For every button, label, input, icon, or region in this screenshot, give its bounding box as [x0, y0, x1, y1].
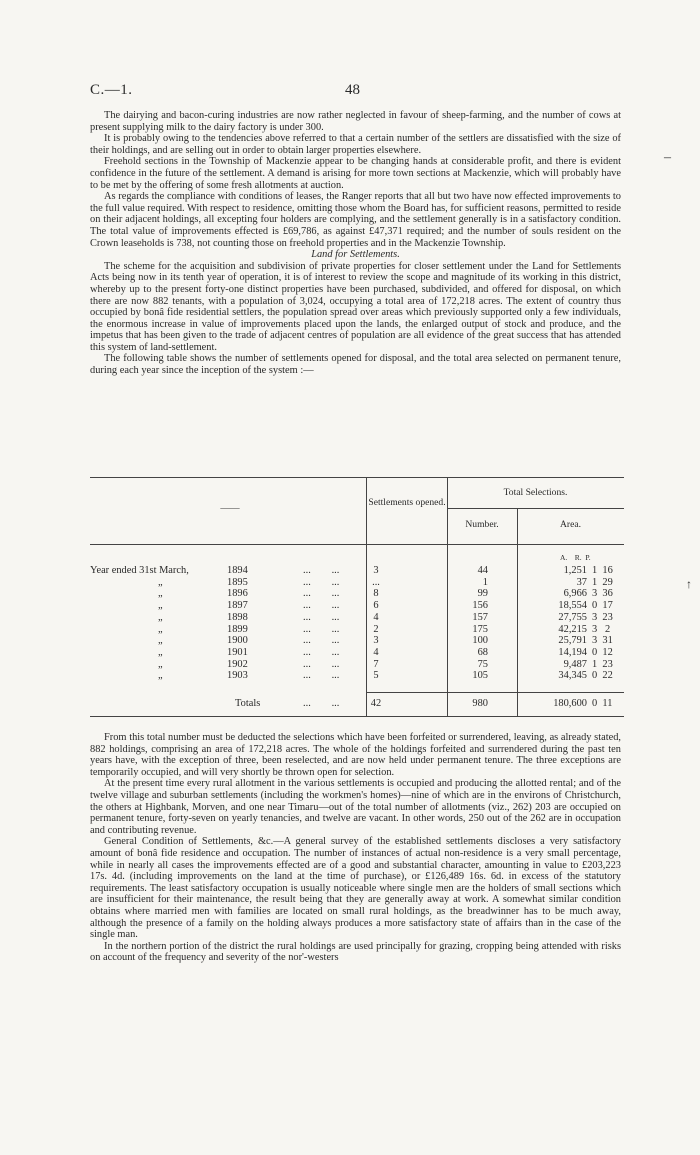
- row-acres: 37: [576, 576, 587, 588]
- totals-label: Totals: [235, 698, 261, 709]
- report-code: C.—1.: [90, 82, 133, 98]
- table-subheader-rule: [447, 508, 624, 509]
- row-rp: 0 22: [592, 670, 613, 682]
- table-row: [90, 577, 624, 589]
- ditto-mark: „: [158, 635, 163, 647]
- row-year: 1898: [227, 611, 248, 623]
- row-year: 1895: [227, 576, 248, 588]
- row-acres: 25,791: [558, 635, 587, 647]
- table-row: [90, 635, 624, 647]
- row-opened: 4: [373, 611, 379, 623]
- row-leaders: ... ...: [303, 600, 340, 612]
- row-year: 1903: [227, 670, 248, 682]
- row-leaders: ... ...: [303, 635, 340, 647]
- row-number: 68: [477, 646, 488, 658]
- row-opened: 3: [373, 635, 379, 647]
- totals-leaders: ... ...: [303, 698, 340, 709]
- page-number: 48: [345, 82, 360, 98]
- totals-acres: 180,600: [553, 698, 587, 709]
- table-header-area: Area.: [559, 519, 582, 530]
- ditto-mark: „: [158, 623, 163, 635]
- paragraph: Freehold sections in the Township of Mackenzie appear to be changing hands at considerable profit, and there is evident confidence in the future of the settlement. A demand is arising for more town sections at Mackenzie, which will probably have to be met by the offering of some fresh allotments at auction.: [90, 156, 621, 191]
- table-row: [90, 647, 624, 659]
- row-opened: 5: [373, 670, 379, 682]
- table-row: [90, 670, 624, 682]
- totals-number: 980: [472, 698, 488, 709]
- row-leaders: ... ...: [303, 611, 340, 623]
- row-number: 100: [472, 635, 488, 647]
- paragraph: In the northern portion of the district the rural holdings are used principally for grazing, cropping being attended with risks on account of the frequency and severity of the nor'-westers: [90, 940, 621, 964]
- table-row: [90, 659, 624, 671]
- table-bottom-rule: [90, 716, 624, 717]
- paragraph: It is probably owing to the tendencies above referred to that a certain number of the settlers are dissatisfied with the size of their holdings, and are selling out in order to obtain larger properties elsewhere.: [90, 133, 621, 156]
- ditto-mark: „: [158, 600, 163, 612]
- paragraph: At the present time every rural allotment in the various settlements is occupied and producing the allotted rental; and of the twelve village and suburban settlements (including the workmen's homes)—nine of which are in the environs of Christchurch, the others at Highbank, Morven, and one near Timaru—out of the total number of allotments (viz., 262) 203 are occupied on permanent tenure, forty-seven on yearly tenancies, and twelve are vacant. In other words, 250 out of the 262 are in occupation and contributing revenue.: [90, 778, 621, 836]
- row-opened: 6: [373, 600, 379, 612]
- row-rp: 3 31: [592, 635, 613, 647]
- table-top-rule: [90, 477, 624, 478]
- row-rp: 0 12: [592, 646, 613, 658]
- ditto-mark: „: [158, 670, 163, 682]
- row-rp: 3 2: [592, 623, 611, 635]
- row-leaders: ... ...: [303, 623, 340, 635]
- row-year: 1901: [227, 646, 248, 658]
- row-rp: 1 16: [592, 565, 613, 576]
- table-row: [90, 588, 624, 600]
- totals-opened: 42: [370, 698, 382, 709]
- margin-mark: –: [664, 150, 671, 165]
- row-opened: ...: [372, 576, 380, 588]
- table-header-opened: Settlements opened.: [368, 497, 446, 508]
- row-rp: 1 23: [592, 658, 613, 670]
- row-year: 1896: [227, 588, 248, 600]
- ditto-mark: „: [158, 658, 163, 670]
- row-opened: 7: [373, 658, 379, 670]
- row-leaders: ... ...: [303, 670, 340, 682]
- ditto-mark: „: [158, 576, 163, 588]
- row-rp: 1 29: [592, 576, 613, 588]
- ditto-mark: „: [158, 646, 163, 658]
- row-acres: 27,755: [558, 611, 587, 623]
- row-acres: 9,487: [563, 658, 587, 670]
- row-number: 99: [477, 588, 488, 600]
- section-heading: Land for Settlements.: [311, 249, 400, 261]
- row-rp: 3 23: [592, 611, 613, 623]
- row-number: 157: [472, 611, 488, 623]
- table-totals-rule: [366, 692, 624, 693]
- row-acres: 42,215: [558, 623, 587, 635]
- row-number: 156: [472, 600, 488, 612]
- row-acres: 6,966: [563, 588, 587, 600]
- table-header-rule: [90, 544, 624, 545]
- table-row: [90, 600, 624, 612]
- row-leaders: ... ...: [303, 565, 340, 576]
- text-block-top: [90, 110, 621, 377]
- row-opened: 2: [373, 623, 379, 635]
- table-row: [90, 565, 624, 577]
- row-acres: 18,554: [558, 600, 587, 612]
- row-leaders: ... ...: [303, 588, 340, 600]
- ditto-mark: „: [158, 588, 163, 600]
- row-opened: 8: [373, 588, 379, 600]
- row-rp: 0 17: [592, 600, 613, 612]
- row-year: 1899: [227, 623, 248, 635]
- row-number: 1: [482, 576, 488, 588]
- paragraph: From this total number must be deducted the selections which have been forfeited or surrendered, leaving, as already stated, 882 holdings, comprising an area of 172,218 acres. The whole of the holdings forfeited and surrendered during the past ten years have, with the exception of three, been reselected, and are now held under permanent tenure. The three exceptions are temporarily occupied, and will very shortly be thrown open for selection.: [90, 732, 621, 778]
- table-row: [90, 624, 624, 636]
- paragraph: As regards the compliance with conditions of leases, the Ranger reports that all but two have now effected improvements to the full value required. With respect to residence, omitting those whom the Board has, for sufficient reasons, permitted to reside on their adjacent holdings, all excepting four holders are complying, and the settlement generally is in a satisfactory condition. The total value of improvements effected is £69,786, as against £47,371 required; and the number of souls resident on the Crown leaseholds is 738, not counting those on freehold properties and in the Mackenzie Township.: [90, 191, 621, 249]
- paragraph: General Condition of Settlements, &c.—A general survey of the established settlements discloses a very satisfactory amount of bonâ fide residence and occupation. The number of instances of actual non-residence is a very small percentage, while in nearly all cases the improvements effected are of a good and substantial character, amounting in value to £203,223 17s. 4d. (including improvements on the land at the time of purchase), or £126,489 16s. 6d. in excess of the statutory requirements. The least satisfactory occupation is usually noticeable where single men are the holders of small sections which are insufficient for their maintenance, the result being that they are generally away at work. A somewhat similar condition obtains where married men with families are located on small rural holdings, as the breadwinner has to be much away, although the presence of a family on the holding always produces a more satisfactory state of affairs than in the case of the single man.: [90, 836, 621, 941]
- row-opened: 4: [373, 646, 379, 658]
- row-acres: 34,345: [558, 670, 587, 682]
- row-acres: 14,194: [558, 646, 587, 658]
- row-year: 1902: [227, 658, 248, 670]
- table-blank-header: ——: [220, 503, 240, 514]
- table-header-total: Total Selections.: [503, 487, 568, 498]
- row-number: 75: [477, 658, 488, 670]
- row-prefix: Year ended 31st March,: [90, 565, 189, 576]
- row-leaders: ... ...: [303, 576, 340, 588]
- row-opened: 3: [373, 565, 379, 576]
- text-block-bottom: [90, 732, 621, 964]
- totals-rp: 0 11: [592, 698, 613, 709]
- row-number: 44: [477, 565, 488, 576]
- row-number: 105: [472, 670, 488, 682]
- row-year: 1894: [227, 565, 248, 576]
- row-leaders: ... ...: [303, 646, 340, 658]
- row-rp: 3 36: [592, 588, 613, 600]
- paragraph: The following table shows the number of settlements opened for disposal, and the total area selected on permanent tenure, during each year since the inception of the system :—: [90, 353, 621, 377]
- table-header-number: Number.: [465, 519, 499, 530]
- row-number: 175: [472, 623, 488, 635]
- margin-mark: ↑: [686, 577, 692, 591]
- row-acres: 1,251: [563, 565, 587, 576]
- row-leaders: ... ...: [303, 658, 340, 670]
- row-year: 1900: [227, 635, 248, 647]
- ditto-mark: „: [158, 611, 163, 623]
- table-row: [90, 612, 624, 624]
- paragraph: The scheme for the acquisition and subdivision of private properties for closer settlement under the Land for Settlements Acts being now in its tenth year of operation, it is of interest to review the scope and magnitude of its working in this district, whereby up to the present forty-one distinct properties have been purchased, subdivided, and offered for disposal, on which there are now 882 tenants, with a population of 3,024, occupying a total area of 172,218 acres. The extent of country thus occupied by bonâ fide residential settlers, the population spread over areas which previously supported only a few individuals, the enormous increase in value of improvements placed upon the lands, the enlarged output of stock and produce, and the impetus that has been given to the trade of adjacent centres of population are all evidence of the great success that has attended this system of land-settlement.: [90, 260, 621, 353]
- row-year: 1897: [227, 600, 248, 612]
- table-area-units: A. R. P.: [560, 553, 591, 562]
- table-totals-row: [90, 698, 624, 710]
- paragraph: The dairying and bacon-curing industries are now rather neglected in favour of sheep-farming, and the number of cows at present supplying milk to the dairy factory is under 300.: [90, 110, 621, 133]
